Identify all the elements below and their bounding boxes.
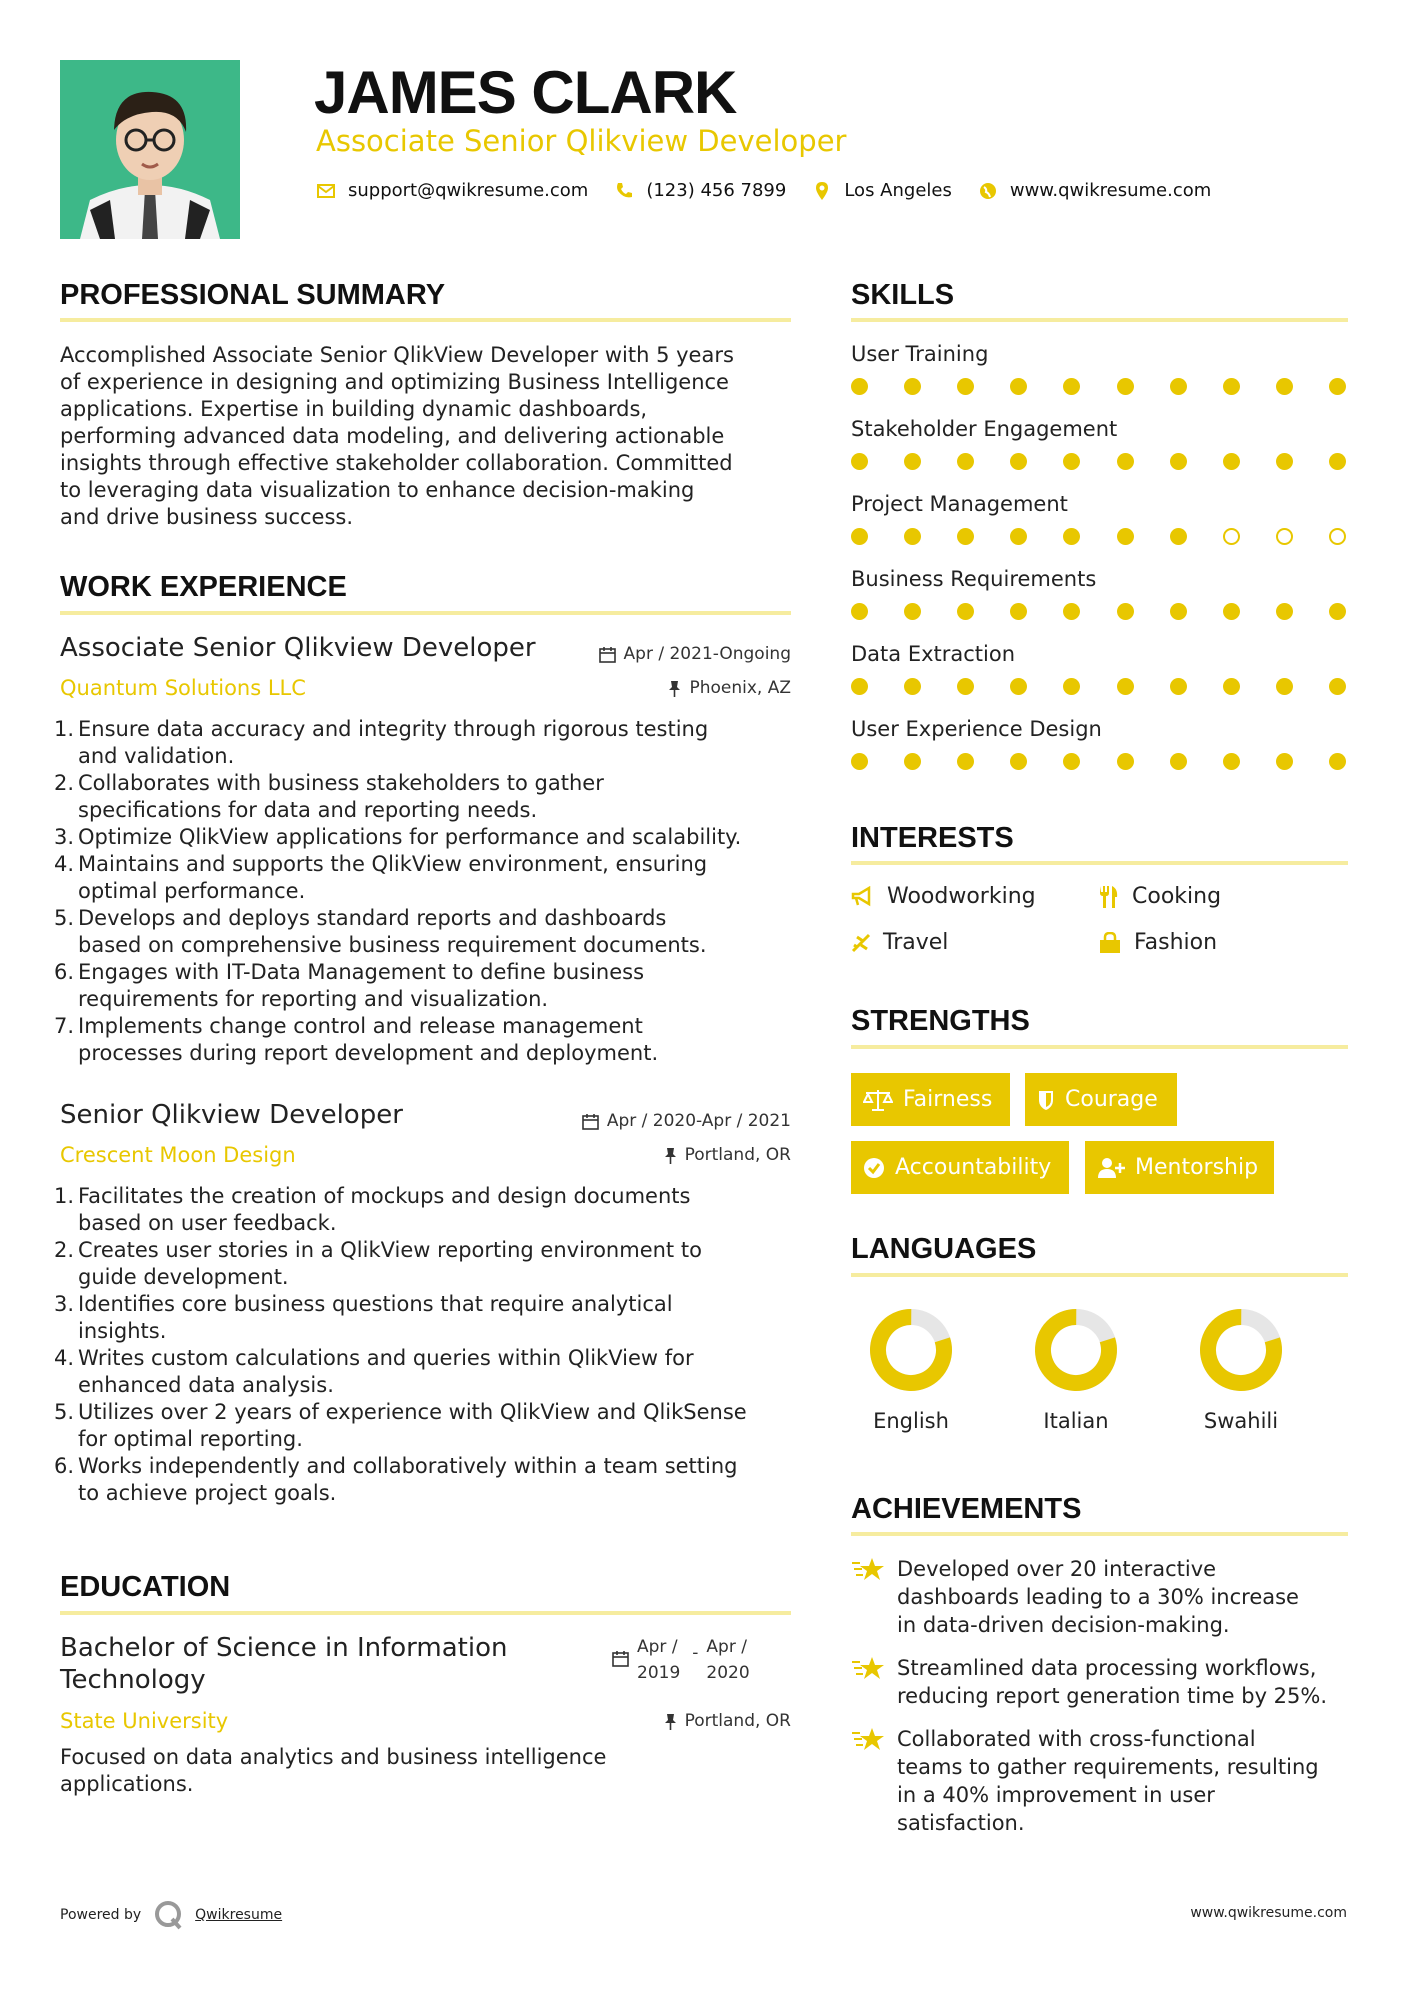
rating-dot <box>1276 378 1293 395</box>
skill-name: Project Management <box>851 492 1068 516</box>
footer-site[interactable]: www.qwikresume.com <box>1190 1905 1347 1921</box>
rating-dot <box>1170 528 1187 545</box>
donut-fill <box>1199 1308 1282 1391</box>
rating-dot <box>1117 753 1134 770</box>
skill-name: Data Extraction <box>851 642 1016 666</box>
achievement-line: dashboards leading to a 30% increase <box>897 1585 1299 1609</box>
rating-dot <box>1170 603 1187 620</box>
skill-rating <box>851 528 1346 545</box>
rating-dot <box>1223 528 1240 545</box>
language-donut <box>1181 1305 1301 1395</box>
edu-start-year: 2019 <box>637 1663 681 1683</box>
achievement-line: satisfaction. <box>897 1811 1025 1835</box>
summary-line: applications. Expertise in building dynamic dashboards, <box>60 397 648 421</box>
rating-dot <box>904 453 921 470</box>
interest-label: Cooking <box>1132 884 1222 909</box>
edu-dash: - <box>692 1643 699 1663</box>
degree-title <box>60 1632 580 1696</box>
skill-name: User Experience Design <box>851 717 1102 741</box>
job-duties <box>54 1183 800 1507</box>
calendar-icon <box>612 1650 629 1667</box>
footer-powered-by <box>60 1900 282 1930</box>
experience-divider <box>60 611 791 615</box>
duty-line: guide development. <box>78 1265 289 1289</box>
rating-dot <box>957 603 974 620</box>
strength-chip <box>1025 1073 1177 1126</box>
calendar-icon <box>599 646 616 663</box>
education-desc-line: Focused on data analytics and business intelligence <box>60 1745 607 1769</box>
rating-dot <box>1170 753 1187 770</box>
job-location-text: Phoenix, AZ <box>689 678 791 698</box>
duty-line: and validation. <box>78 744 235 768</box>
rating-dot <box>904 678 921 695</box>
language-name: Italian <box>1043 1409 1109 1433</box>
job-location <box>500 1144 791 1166</box>
rating-dot <box>904 753 921 770</box>
megaphone-icon <box>851 886 875 908</box>
list-item: 4. Maintains and supports the QlikView environment, ensuring optimal performance. <box>60 851 800 905</box>
rating-dot <box>1063 378 1080 395</box>
duty-line: Writes custom calculations and queries within QlikView for <box>78 1346 694 1370</box>
strengths-heading: STRENGTHS <box>851 1005 1030 1037</box>
language-donut <box>851 1305 971 1395</box>
list-item: 5. Develops and deploys standard reports and dashboards based on comprehensive business requirement documents. <box>60 905 800 959</box>
rating-dot <box>1010 528 1027 545</box>
achievement-text <box>897 1725 1319 1837</box>
skill-item <box>851 565 1346 640</box>
edu-end-year: 2020 <box>706 1663 750 1683</box>
rating-dot <box>1117 603 1134 620</box>
achievement-item <box>851 1654 1327 1710</box>
job-dates <box>500 1110 791 1132</box>
duty-line: Optimize QlikView applications for performance and scalability. <box>78 825 742 849</box>
calendar-icon <box>582 1113 599 1130</box>
rating-dot <box>1170 453 1187 470</box>
achievement-line: in data-driven decision-making. <box>897 1613 1230 1637</box>
list-item: 1. Ensure data accuracy and integrity through rigorous testing and validation. <box>60 716 800 770</box>
list-item: 5. Utilizes over 2 years of experience with QlikView and QlikSense for optimal reporting. <box>60 1399 800 1453</box>
education-location <box>500 1710 791 1732</box>
envelope-icon <box>316 181 336 201</box>
list-item: 1. Facilitates the creation of mockups and design documents based on user feedback. <box>60 1183 800 1237</box>
avatar <box>60 60 240 239</box>
edu-end <box>706 1634 749 1686</box>
duty-line: Implements change control and release management <box>78 1014 643 1038</box>
rating-dot <box>1276 753 1293 770</box>
rating-dot <box>1010 603 1027 620</box>
achievement-text <box>897 1555 1299 1639</box>
rating-dot <box>1329 378 1346 395</box>
donut-fill <box>1034 1308 1117 1391</box>
edu-start <box>637 1634 680 1686</box>
company-name: Crescent Moon Design <box>60 1143 296 1167</box>
list-item: 2. Creates user stories in a QlikView reporting environment to guide development. <box>60 1237 800 1291</box>
achievement-item <box>851 1555 1299 1639</box>
rating-dot <box>851 528 868 545</box>
duty-line: requirements for reporting and visualization. <box>78 987 549 1011</box>
job-dates <box>500 643 791 665</box>
star-icon <box>851 1725 885 1753</box>
skill-rating <box>851 453 1346 470</box>
job-title: Senior Qlikview Developer <box>60 1100 403 1130</box>
job-dates-text: Apr / 2021-Ongoing <box>623 644 791 664</box>
rating-dot <box>1117 528 1134 545</box>
user-plus-icon <box>1097 1157 1125 1179</box>
rating-dot <box>1276 678 1293 695</box>
rating-dot <box>1170 678 1187 695</box>
list-item: 6. Engages with IT-Data Management to define business requirements for reporting and visualization. <box>60 959 800 1013</box>
achievement-line: reducing report generation time by 25%. <box>897 1684 1328 1708</box>
rating-dot <box>1329 603 1346 620</box>
rating-dot <box>1010 753 1027 770</box>
experience-heading: WORK EXPERIENCE <box>60 571 347 603</box>
duty-line: processes during report development and deployment. <box>78 1041 659 1065</box>
rating-dot <box>1117 453 1134 470</box>
duty-line: Identifies core business questions that require analytical <box>78 1292 673 1316</box>
rating-dot <box>1010 678 1027 695</box>
duty-line: Works independently and collaboratively within a team setting <box>78 1454 738 1478</box>
rating-dot <box>1329 453 1346 470</box>
duty-line: Develops and deploys standard reports and dashboards <box>78 906 667 930</box>
rating-dot <box>851 378 868 395</box>
job-duties <box>54 716 800 1067</box>
skill-name: User Training <box>851 342 989 366</box>
skill-item <box>851 715 1346 790</box>
interest-item <box>851 929 948 957</box>
strengths-divider <box>851 1045 1348 1049</box>
school-name: State University <box>60 1709 229 1733</box>
strength-chip <box>851 1073 1010 1126</box>
summary-heading: PROFESSIONAL SUMMARY <box>60 279 446 311</box>
achievement-line: Collaborated with cross-functional <box>897 1727 1256 1751</box>
rating-dot <box>957 678 974 695</box>
rating-dot <box>904 378 921 395</box>
duty-line: Creates user stories in a QlikView reporting environment to <box>78 1238 702 1262</box>
utensils-icon <box>1098 885 1120 909</box>
duty-line: enhanced data analysis. <box>78 1373 334 1397</box>
balance-scale-icon <box>863 1088 893 1112</box>
rating-dot <box>1117 678 1134 695</box>
rating-dot <box>1117 378 1134 395</box>
rating-dot <box>1276 453 1293 470</box>
education-heading: EDUCATION <box>60 1571 231 1603</box>
list-item: 2. Collaborates with business stakeholders to gather specifications for data and reporting needs. <box>60 770 800 824</box>
achievement-line: Streamlined data processing workflows, <box>897 1656 1317 1680</box>
skills-list <box>851 340 1346 790</box>
duty-line: insights. <box>78 1319 167 1343</box>
job-location <box>500 677 791 699</box>
contact-row <box>316 178 1211 204</box>
duty-line: Engages with IT-Data Management to define business <box>78 960 645 984</box>
language-name: English <box>873 1409 949 1433</box>
list-item: 7. Implements change control and release management processes during report development and deployment. <box>60 1013 800 1067</box>
star-icon <box>851 1555 885 1583</box>
rating-dot <box>904 603 921 620</box>
summary-line: and drive business success. <box>60 505 354 529</box>
qwikresume-logo-icon <box>153 1900 183 1930</box>
rating-dot <box>1063 603 1080 620</box>
skills-heading: SKILLS <box>851 279 955 311</box>
duty-line: based on comprehensive business requirement documents. <box>78 933 707 957</box>
rating-dot <box>851 753 868 770</box>
rating-dot <box>1276 528 1293 545</box>
job-dates-text: Apr / 2020-Apr / 2021 <box>606 1111 791 1131</box>
rating-dot <box>957 753 974 770</box>
interest-label: Fashion <box>1134 930 1218 955</box>
map-marker-icon <box>812 181 832 201</box>
job-location-text: Portland, OR <box>684 1145 791 1165</box>
rating-dot <box>1170 378 1187 395</box>
education-description <box>60 1744 606 1798</box>
interests-divider <box>851 861 1348 865</box>
rating-dot <box>957 528 974 545</box>
interest-item <box>851 883 1036 911</box>
interests-heading: INTERESTS <box>851 822 1014 854</box>
rating-dot <box>1223 378 1240 395</box>
brand-link[interactable]: Qwikresume <box>195 1907 283 1923</box>
rating-dot <box>1276 603 1293 620</box>
achievement-text <box>897 1654 1327 1710</box>
language-item <box>1181 1305 1301 1435</box>
education-divider <box>60 1611 791 1615</box>
list-item: 3. Optimize QlikView applications for performance and scalability. <box>60 824 800 851</box>
interest-label: Woodworking <box>887 884 1036 909</box>
interest-item <box>1098 929 1217 957</box>
achievement-item <box>851 1725 1319 1837</box>
skill-rating <box>851 678 1346 695</box>
rating-dot <box>957 453 974 470</box>
languages-list <box>851 1305 1348 1445</box>
duty-line: Facilitates the creation of mockups and design documents <box>78 1184 691 1208</box>
candidate-name: JAMES CLARK <box>314 59 737 126</box>
skill-rating <box>851 603 1346 620</box>
candidate-role: Associate Senior Qlikview Developer <box>316 124 847 158</box>
rating-dot <box>1063 678 1080 695</box>
strength-chip <box>851 1141 1069 1194</box>
language-name: Swahili <box>1203 1409 1279 1433</box>
summary-text <box>60 342 791 531</box>
interest-label: Travel <box>883 930 949 955</box>
pin-icon <box>664 1713 677 1730</box>
phone-text[interactable]: (123) 456 7899 <box>646 180 787 201</box>
achievements-divider <box>851 1532 1348 1536</box>
strength-label: Accountability <box>895 1155 1052 1180</box>
duty-line: Collaborates with business stakeholders to gather <box>78 771 604 795</box>
globe-icon <box>978 181 998 201</box>
skill-name: Stakeholder Engagement <box>851 417 1118 441</box>
achievement-line: Developed over 20 interactive <box>897 1557 1217 1581</box>
summary-line: to leveraging data visualization to enhance decision-making <box>60 478 695 502</box>
rating-dot <box>1223 678 1240 695</box>
strength-label: Courage <box>1065 1087 1158 1112</box>
achievement-line: in a 40% improvement in user <box>897 1783 1215 1807</box>
rating-dot <box>1223 453 1240 470</box>
skill-item <box>851 640 1346 715</box>
rating-dot <box>1063 453 1080 470</box>
shopping-bag-icon <box>1098 932 1122 954</box>
powered-by-text: Powered by <box>60 1907 142 1923</box>
edu-start-month: Apr / <box>637 1637 678 1657</box>
rating-dot <box>1223 753 1240 770</box>
languages-heading: LANGUAGES <box>851 1233 1037 1265</box>
edu-end-month: Apr / <box>706 1637 747 1657</box>
location-text: Los Angeles <box>844 180 952 201</box>
duty-line: for optimal reporting. <box>78 1427 303 1451</box>
skill-item <box>851 490 1346 565</box>
rating-dot <box>1329 678 1346 695</box>
summary-line: of experience in designing and optimizing Business Intelligence <box>60 370 729 394</box>
strength-chip <box>1085 1141 1274 1194</box>
summary-line: performing advanced data modeling, and delivering actionable <box>60 424 725 448</box>
email-text[interactable]: support@qwikresume.com <box>348 180 589 201</box>
rating-dot <box>1063 753 1080 770</box>
strength-label: Fairness <box>903 1087 993 1112</box>
rating-dot <box>957 378 974 395</box>
language-donut <box>1016 1305 1136 1395</box>
summary-divider <box>60 318 791 322</box>
achievement-line: teams to gather requirements, resulting <box>897 1755 1319 1779</box>
rating-dot <box>904 528 921 545</box>
list-item: 4. Writes custom calculations and queries within QlikView for enhanced data analysis. <box>60 1345 800 1399</box>
duty-line: Maintains and supports the QlikView environment, ensuring <box>78 852 708 876</box>
education-desc-line: applications. <box>60 1772 194 1796</box>
strength-label: Mentorship <box>1135 1155 1259 1180</box>
rating-dot <box>1010 453 1027 470</box>
pin-icon <box>664 1147 677 1164</box>
interest-item <box>1098 883 1221 911</box>
rating-dot <box>851 453 868 470</box>
star-icon <box>851 1654 885 1682</box>
skill-item <box>851 415 1346 490</box>
skill-item <box>851 340 1346 415</box>
language-item <box>1016 1305 1136 1435</box>
plane-icon <box>851 933 871 953</box>
list-item: 3. Identifies core business questions that require analytical insights. <box>60 1291 800 1345</box>
profile-photo <box>60 60 240 239</box>
rating-dot <box>1063 528 1080 545</box>
pin-icon <box>668 680 681 697</box>
duty-line: Utilizes over 2 years of experience with QlikView and QlikSense <box>78 1400 747 1424</box>
rating-dot <box>851 603 868 620</box>
rating-dot <box>1329 528 1346 545</box>
duty-line: specifications for data and reporting needs. <box>78 798 538 822</box>
skill-rating <box>851 753 1346 770</box>
degree-line: Technology <box>60 1665 206 1695</box>
degree-line: Bachelor of Science in Information <box>60 1633 508 1663</box>
duty-line: Ensure data accuracy and integrity through rigorous testing <box>78 717 709 741</box>
shield-icon <box>1037 1089 1055 1111</box>
company-name: Quantum Solutions LLC <box>60 676 306 700</box>
list-item: 6. Works independently and collaboratively within a team setting to achieve project goals. <box>60 1453 800 1507</box>
languages-divider <box>851 1273 1348 1277</box>
duty-line: to achieve project goals. <box>78 1481 337 1505</box>
rating-dot <box>1010 378 1027 395</box>
job-title: Associate Senior Qlikview Developer <box>60 633 536 663</box>
donut-fill <box>869 1308 952 1391</box>
summary-line: Accomplished Associate Senior QlikView Developer with 5 years <box>60 343 734 367</box>
education-dates <box>612 1634 750 1686</box>
achievements-heading: ACHIEVEMENTS <box>851 1493 1082 1525</box>
language-item <box>851 1305 971 1435</box>
duty-line: optimal performance. <box>78 879 306 903</box>
education-location-text: Portland, OR <box>684 1711 791 1731</box>
phone-icon <box>614 181 634 201</box>
skill-name: Business Requirements <box>851 567 1097 591</box>
rating-dot <box>851 678 868 695</box>
rating-dot <box>1223 603 1240 620</box>
summary-line: insights through effective stakeholder collaboration. Committed <box>60 451 733 475</box>
skills-divider <box>851 318 1348 322</box>
skill-rating <box>851 378 1346 395</box>
check-circle-icon <box>863 1157 885 1179</box>
rating-dot <box>1329 753 1346 770</box>
duty-line: based on user feedback. <box>78 1211 337 1235</box>
website-text[interactable]: www.qwikresume.com <box>1009 180 1212 201</box>
